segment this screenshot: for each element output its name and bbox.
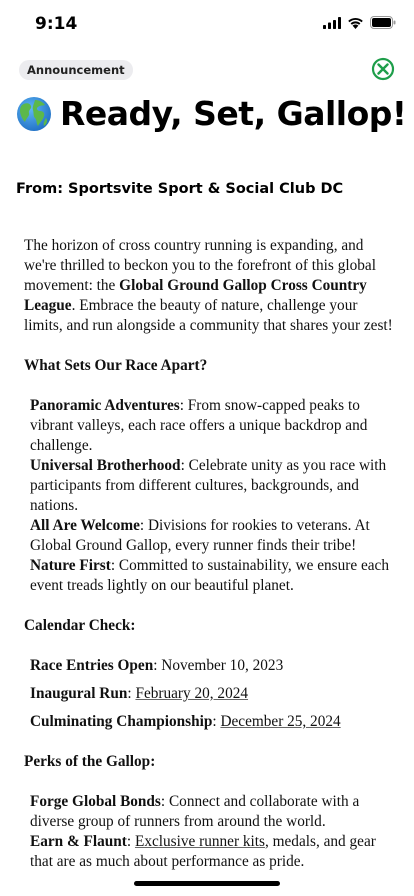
status-bar	[0, 0, 414, 48]
date-link[interactable]: February 20, 2024	[135, 685, 249, 702]
league-name: Global Ground Gallop Cross Country League	[24, 277, 367, 314]
list-item: Universal Brotherhood: Celebrate unity as you race with participants from different cultures, backgrounds, and nations.	[30, 457, 387, 514]
list-item: Earn & Flaunt: Exclusive runner kits, medals, and gear that are as much about performance as pride.	[30, 833, 376, 870]
announcement-body	[24, 236, 396, 872]
list-item: All Are Welcome: Divisions for rookies to veterans. At Global Ground Gallop, every runner finds their tribe!	[30, 517, 370, 554]
globe-icon	[16, 96, 52, 132]
status-time: 9:14	[35, 14, 78, 34]
perk-link[interactable]: Exclusive runner kits	[134, 833, 265, 850]
title-row	[16, 94, 406, 133]
section-heading-sets-apart: What Sets Our Race Apart?	[24, 357, 208, 374]
status-icons	[323, 16, 396, 29]
calendar-item: Race Entries Open: November 10, 2023	[30, 657, 284, 674]
section-heading-perks: Perks of the Gallop:	[24, 753, 156, 770]
list-item: Forge Global Bonds: Connect and collaborate with a diverse group of runners from around the world.	[30, 793, 360, 830]
page-title: Ready, Set, Gallop!	[60, 94, 407, 133]
home-indicator[interactable]	[134, 881, 280, 886]
intro-paragraph: The horizon of cross country running is expanding, and we're thrilled to beckon you to the forefront of this global movement: the Global Ground Gallop Cross Country League. Embrace the beauty of nature, challenge your limits, and run alongside a community that shares your zest!	[24, 237, 393, 334]
perks-list	[24, 792, 396, 872]
calendar-item: Inaugural Run: February 20, 2024	[30, 685, 249, 702]
sets-apart-list	[24, 396, 396, 596]
battery-icon	[370, 16, 396, 29]
list-item: Panoramic Adventures: From snow-capped peaks to vibrant valleys, each race offers a unique backdrop and challenge.	[30, 397, 368, 454]
list-item: Nature First: Committed to sustainability, we ensure each event treads lightly on our beautiful planet.	[30, 557, 389, 594]
date-link[interactable]: December 25, 2024	[220, 713, 341, 730]
calendar-item: Culminating Championship: December 25, 2024	[30, 713, 341, 730]
date-link[interactable]: November 10, 2023	[161, 657, 284, 674]
section-heading-calendar: Calendar Check:	[24, 617, 136, 634]
wifi-icon	[347, 17, 364, 29]
announcement-badge: Announcement	[19, 60, 133, 80]
close-icon[interactable]	[371, 57, 395, 81]
cellular-signal-icon	[323, 17, 341, 29]
from-line: From: Sportsvite Sport & Social Club DC	[16, 181, 344, 197]
